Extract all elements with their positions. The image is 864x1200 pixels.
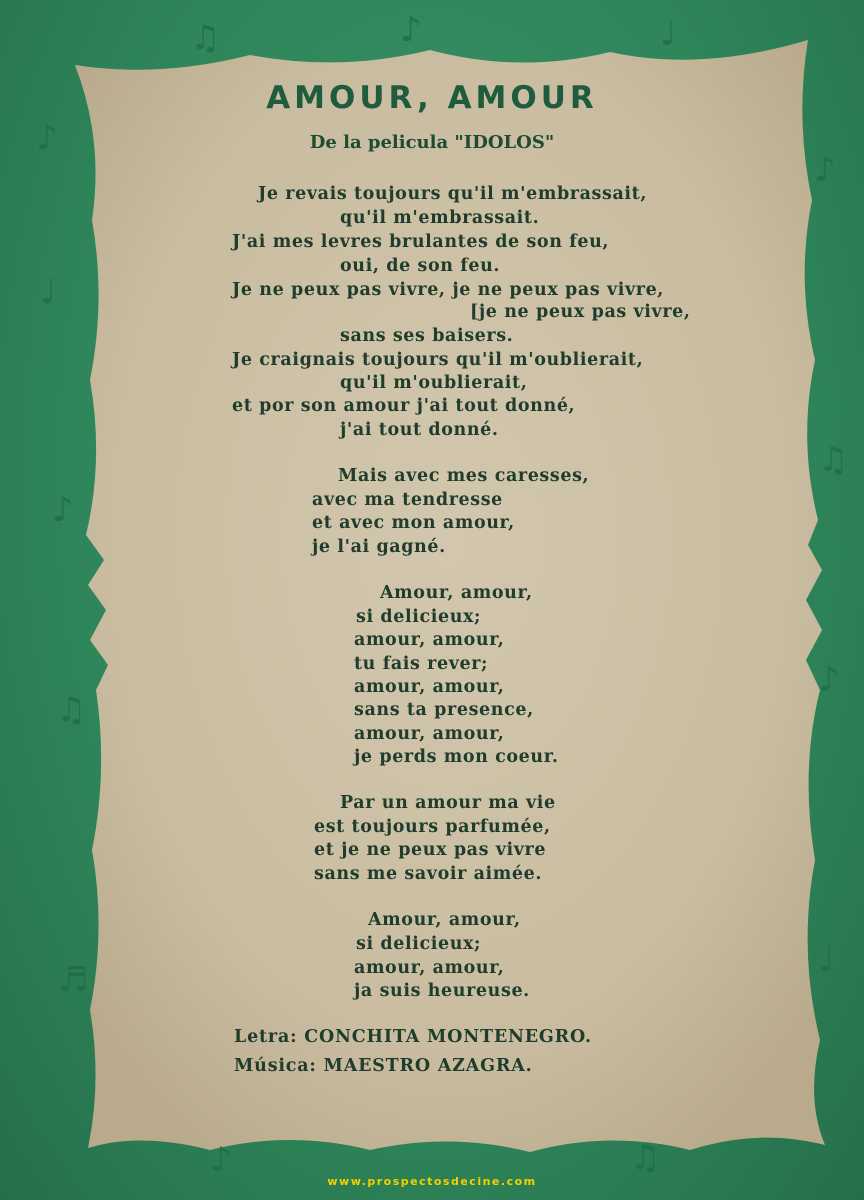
music-note-icon: ♪ (36, 118, 58, 158)
website-watermark: www.prospectosdecine.com (327, 1175, 537, 1188)
lyric-line: je l'ai gagné. (312, 537, 446, 557)
lyric-line: avec ma tendresse (312, 490, 503, 510)
lyric-line: J'ai mes levres brulantes de son feu, (232, 232, 610, 252)
lyric-line: et por son amour j'ai tout donné, (232, 396, 576, 416)
lyric-line: est toujours parfumée, (314, 817, 551, 837)
lyric-line: amour, amour, (354, 958, 505, 978)
lyric-line: [je ne peux pas vivre, (470, 302, 691, 322)
lyric-line: Par un amour ma vie (340, 793, 556, 813)
lyric-line: sans ses baisers. (340, 326, 514, 346)
music-note-icon: ♪ (818, 660, 840, 700)
lyric-line: qu'il m'embrassait. (340, 208, 540, 228)
music-note-icon: ♪ (814, 150, 836, 190)
lyric-line: qu'il m'oublierait, (340, 373, 528, 393)
music-note-icon: ♩ (818, 940, 835, 980)
music-note-icon: ♪ (400, 10, 422, 50)
song-title: AMOUR, AMOUR (266, 80, 598, 116)
music-note-icon: ♫ (630, 1138, 661, 1178)
music-note-icon: ♪ (52, 490, 74, 530)
music-note-icon: ♬ (58, 960, 89, 1000)
lyric-line: Amour, amour, (368, 910, 521, 930)
lyric-line: oui, de son feu. (340, 256, 501, 276)
lyric-line: Je craignais toujours qu'il m'oublierait, (232, 350, 644, 370)
music-note-icon: ♩ (660, 14, 677, 54)
lyric-line: tu fais rever; (354, 654, 489, 674)
lyric-line: et je ne peux pas vivre (314, 840, 547, 860)
lyric-line: j'ai tout donné. (340, 420, 499, 440)
lyric-line: si delicieux; (356, 934, 482, 954)
lyric-line: amour, amour, (354, 724, 505, 744)
music-note-icon: ♫ (56, 690, 87, 730)
lyric-line: sans ta presence, (354, 700, 534, 720)
film-subtitle: De la pelicula "IDOLOS" (309, 132, 555, 153)
lyric-line: Je revais toujours qu'il m'embrassait, (258, 184, 648, 204)
lyrics-credit: Letra: CONCHITA MONTENEGRO. (234, 1027, 592, 1047)
lyric-line: Mais avec mes caresses, (338, 466, 590, 486)
music-note-icon: ♩ (40, 272, 57, 312)
lyric-line: ja suis heureuse. (354, 981, 530, 1001)
lyric-line: amour, amour, (354, 630, 505, 650)
music-note-icon: ♫ (818, 440, 849, 480)
lyric-line: je perds mon coeur. (354, 747, 559, 767)
lyric-line: si delicieux; (356, 607, 482, 627)
lyric-line: amour, amour, (354, 677, 505, 697)
lyric-line: Amour, amour, (380, 583, 533, 603)
music-note-icon: ♫ (190, 18, 221, 58)
lyric-line: sans me savoir aimée. (314, 864, 543, 884)
music-note-icon: ♪ (210, 1140, 232, 1180)
lyric-line: Je ne peux pas vivre, je ne peux pas vivre, (232, 280, 664, 300)
music-credit: Música: MAESTRO AZAGRA. (234, 1056, 533, 1076)
lyric-line: et avec mon amour, (312, 513, 515, 533)
